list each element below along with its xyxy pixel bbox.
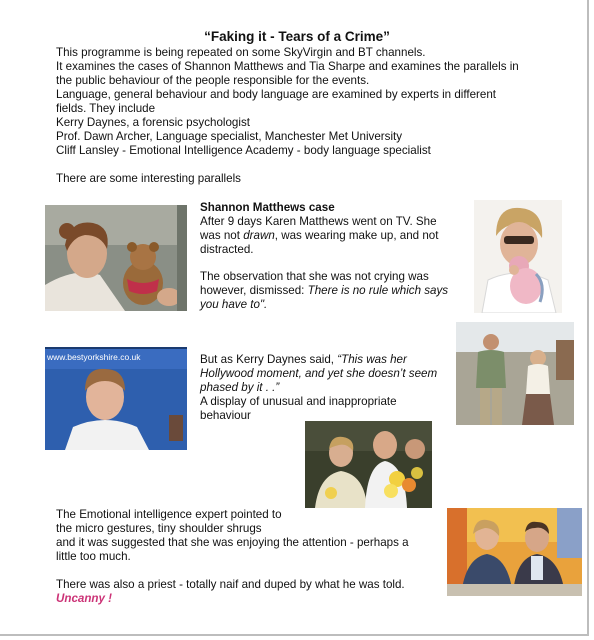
ei-line: The Emotional intelligence expert pointed to [56,508,282,521]
case-line: The observation that she was not crying was [200,270,429,283]
intro-line: Cliff Lansley - Emotional Intelligence Academy - body language specialist [56,144,431,157]
photo-couple-walking [456,322,574,425]
case-line: distracted. [200,243,254,256]
ei-line: little too much. [56,550,131,563]
photo-woman-sunglasses-pink-bear [474,200,562,313]
intro-line: It examines the cases of Shannon Matthews and Tia Sharpe and examines the parallels in [56,60,519,73]
case-heading: Shannon Matthews case [200,201,335,214]
quote-line: A display of unusual and inappropriate [200,395,397,408]
photo-couple-on-tv-sofa [447,508,582,596]
quote-line: Hollywood moment, and yet she doesn’t seem [200,367,438,380]
uncanny-text: Uncanny ! [56,592,113,605]
case-line: After 9 days Karen Matthews went on TV. She [200,215,437,228]
tv-caption: www.bestyorkshire.co.uk [47,352,141,362]
quote-line: behaviour [200,409,251,422]
intro-line: Kerry Daynes, a forensic psychologist [56,116,250,129]
photo-woman-with-flowers [305,421,432,508]
quote-line: But as Kerry Daynes said, “This was her [200,353,407,366]
intro-line: fields. They include [56,102,156,115]
document-title: “Faking it - Tears of a Crime” [204,29,390,44]
photo-woman-on-tv [45,347,187,450]
intro-line: This programme is being repeated on some SkyVirgin and BT channels. [56,46,426,59]
ei-line: the micro gestures, tiny shoulder shrugs [56,522,262,535]
intro-line: the public behaviour of the people responsible for the events. [56,74,370,87]
priest-line: There was also a priest - totally naif and duped by what he was told. [56,578,405,591]
photo-woman-with-teddy-bear [45,205,187,311]
ei-line: and it was suggested that she was enjoying the attention - perhaps a [56,536,409,549]
case-line: however, dismissed: There is no rule which says [200,284,449,297]
intro-line: Language, general behaviour and body language are examined by experts in different [56,88,497,101]
intro-line: Prof. Dawn Archer, Language specialist, Manchester Met University [56,130,403,143]
case-line: was not drawn, was wearing make up, and not [200,229,439,242]
case-line: you have to". [200,298,268,311]
quote-line: phased by it . .” [200,381,280,394]
parallels-line: There are some interesting parallels [56,172,241,185]
